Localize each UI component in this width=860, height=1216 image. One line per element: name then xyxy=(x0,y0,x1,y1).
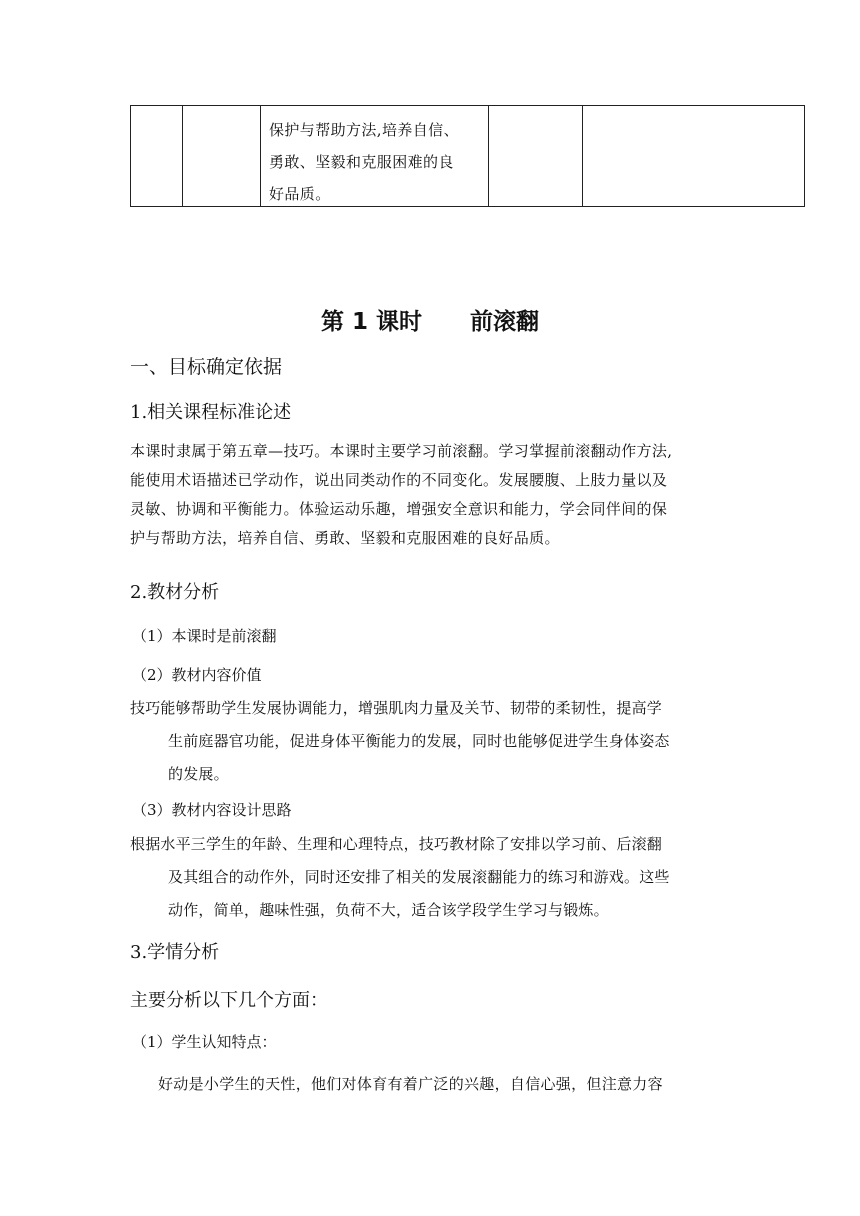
paragraph-line: 及其组合的动作外，同时还安排了相关的发展滚翻能力的练习和游戏。这些 xyxy=(168,868,670,886)
sub-item-heading: （3）教材内容设计思路 xyxy=(132,801,292,819)
curriculum-standard-paragraph xyxy=(130,437,740,553)
material-value-paragraph xyxy=(130,692,742,791)
table-column-divider xyxy=(182,106,183,206)
paragraph-line: 护与帮助方法，培养自信、勇敢、坚毅和克服困难的良好品质。 xyxy=(130,529,560,547)
table-fragment xyxy=(130,105,805,207)
table-cell-line: 保护与帮助方法,培养自信、 xyxy=(269,121,459,139)
subsection-heading: 1.相关课程标准论述 xyxy=(130,402,292,423)
table-cell-line: 勇敢、坚毅和克服困难的良 xyxy=(269,153,454,171)
section-heading: 一、目标确定依据 xyxy=(130,356,283,378)
paragraph-line: 的发展。 xyxy=(168,765,229,783)
paragraph-line: 技巧能够帮助学生发展协调能力，增强肌肉力量及关节、韧带的柔韧性，提高学 xyxy=(130,699,663,717)
paragraph-line: 根据水平三学生的年龄、生理和心理特点，技巧教材除了安排以学习前、后滚翻 xyxy=(130,835,663,853)
table-column-divider xyxy=(582,106,583,206)
lesson-title: 第 1 课时 前滚翻 xyxy=(320,309,540,335)
cognition-paragraph: 好动是小学生的天性，他们对体育有着广泛的兴趣，自信心强，但注意力容 xyxy=(158,1075,663,1093)
material-design-paragraph xyxy=(130,828,742,927)
paragraph-line: 灵敏、协调和平衡能力。体验运动乐趣，增强安全意识和能力，学会同伴间的保 xyxy=(130,500,668,518)
paragraph-line: 能使用术语描述已学动作，说出同类动作的不同变化。发展腰腹、上肢力量以及 xyxy=(130,471,668,489)
table-cell-line: 好品质。 xyxy=(269,185,331,203)
subsection-heading: 3.学情分析 xyxy=(130,942,220,963)
analysis-intro: 主要分析以下几个方面： xyxy=(130,990,328,1011)
paragraph-line: 生前庭器官功能，促进身体平衡能力的发展，同时也能够促进学生身体姿态 xyxy=(168,732,670,750)
subsection-heading: 2.教材分析 xyxy=(130,582,220,603)
sub-item-heading: （2）教材内容价值 xyxy=(132,666,262,684)
sub-item-heading: （1）本课时是前滚翻 xyxy=(132,627,277,645)
sub-item-heading: （1）学生认知特点： xyxy=(132,1033,277,1051)
paragraph-line: 本课时隶属于第五章—技巧。本课时主要学习前滚翻。学习掌握前滚翻动作方法, xyxy=(130,442,673,460)
table-cell xyxy=(269,114,495,210)
table-column-divider xyxy=(260,106,261,206)
paragraph-line: 动作，简单，趣味性强，负荷不大，适合该学段学生学习与锻炼。 xyxy=(168,901,609,919)
